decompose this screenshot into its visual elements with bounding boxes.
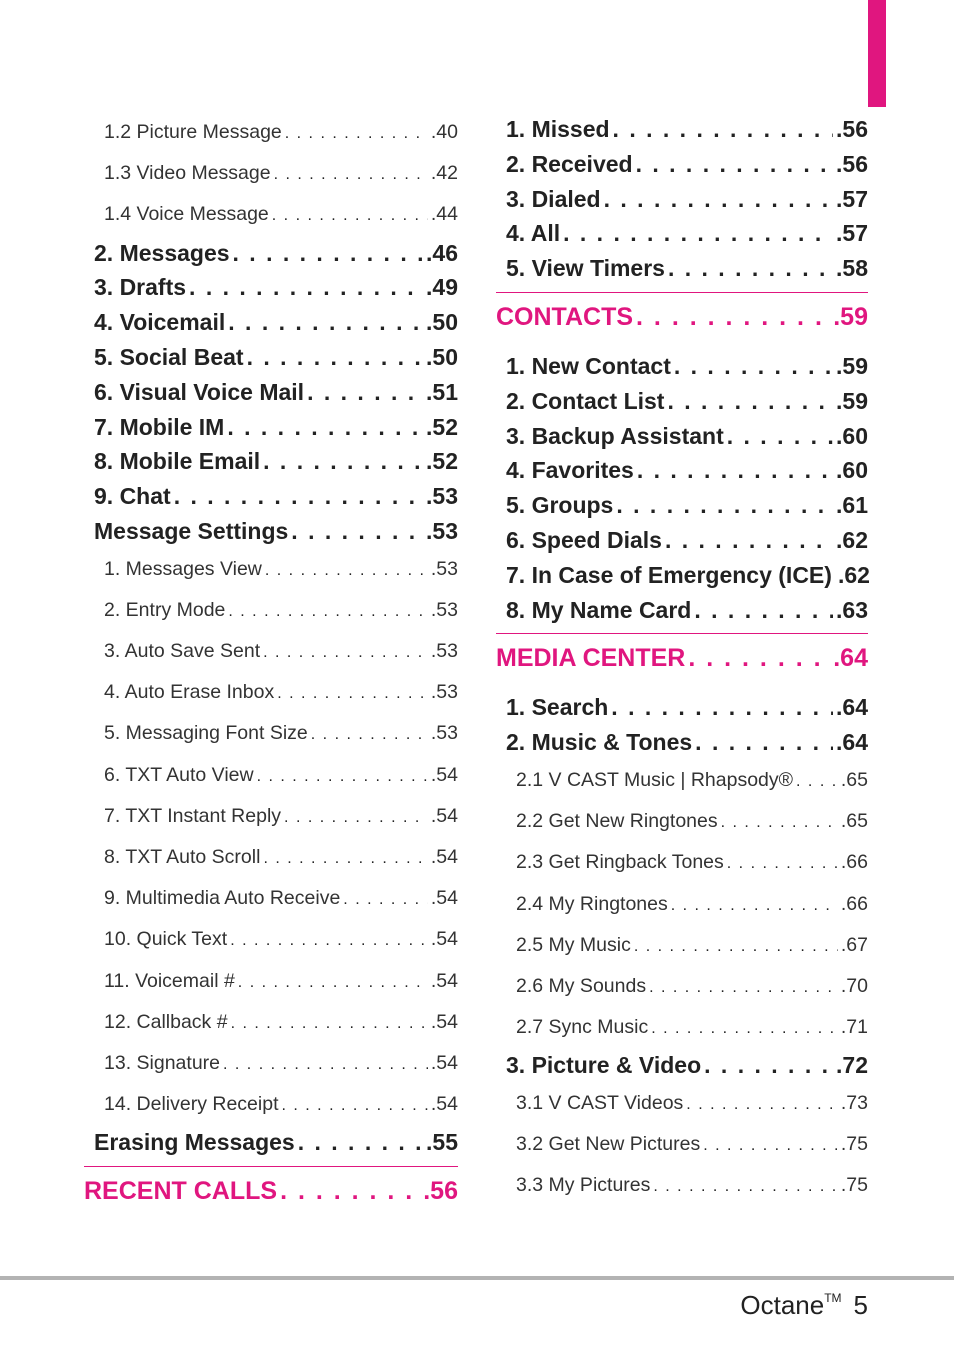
dot-leader xyxy=(227,410,423,445)
toc-section-contacts xyxy=(496,292,868,349)
toc-entry-3-auto-save-sent xyxy=(84,631,458,672)
toc-page-number: .57 xyxy=(836,185,868,212)
toc-entry-1-4-voice-message xyxy=(84,194,458,235)
toc-entry-label: 2.1 V CAST Music | Rhapsody® xyxy=(516,768,794,791)
toc-page-number: .59 xyxy=(833,302,868,331)
toc-page-number: .53 xyxy=(430,640,458,663)
toc-page-number: .49 xyxy=(426,274,458,301)
toc-entry-label: 1.3 Video Message xyxy=(104,162,271,185)
dot-leader xyxy=(688,636,830,680)
toc-page-number: .59 xyxy=(836,352,868,379)
toc-entry-label: 2. Contact List xyxy=(506,387,665,414)
toc-entry-label: 3. Backup Assistant xyxy=(506,422,724,449)
toc-entry-2-1-v-cast-music-rhapsody xyxy=(496,760,868,801)
dot-leader xyxy=(231,1003,428,1044)
toc-entry-label: Message Settings xyxy=(94,517,289,544)
toc-entry-1-new-contact xyxy=(496,349,868,384)
toc-entry-label: 4. Favorites xyxy=(506,457,634,484)
toc-entry-label: 7. Mobile IM xyxy=(94,413,225,440)
toc-entry-label: 5. Social Beat xyxy=(94,343,244,370)
toc-page-number: .54 xyxy=(430,846,458,869)
toc-entry-label: 2.4 My Ringtones xyxy=(516,892,668,915)
dot-leader xyxy=(189,270,423,305)
dot-leader xyxy=(228,305,423,340)
toc-page-number: .72 xyxy=(836,1052,868,1079)
toc-entry-1-search xyxy=(496,690,868,725)
toc-entry-label: 3. Dialed xyxy=(506,185,601,212)
toc-entry-3-drafts xyxy=(84,270,458,305)
toc-page-number: .64 xyxy=(833,644,868,673)
dot-leader xyxy=(272,195,428,236)
toc-left-column xyxy=(84,112,458,1223)
toc-entry-label: 9. Chat xyxy=(94,483,171,510)
toc-page-number: .54 xyxy=(430,887,458,910)
toc-page-number: .56 xyxy=(836,150,868,177)
dot-leader xyxy=(233,236,423,271)
dot-leader xyxy=(653,1166,838,1207)
toc-page-number: .64 xyxy=(836,729,868,756)
dot-leader xyxy=(649,967,838,1008)
toc-page-number: .62 xyxy=(837,561,870,588)
dot-leader xyxy=(311,714,428,755)
toc-entry-1-messages-view xyxy=(84,549,458,590)
toc-entry-1-missed xyxy=(496,112,868,147)
dot-leader xyxy=(285,113,428,154)
dot-leader xyxy=(671,885,838,926)
toc-entry-label: CONTACTS xyxy=(496,302,634,331)
toc-entry-5-groups xyxy=(496,488,868,523)
dot-leader xyxy=(298,1125,423,1160)
toc-page-number: .64 xyxy=(836,694,868,721)
dot-leader xyxy=(238,962,428,1003)
dot-leader xyxy=(282,1085,428,1126)
toc-entry-7-mobile-im xyxy=(84,410,458,445)
toc-page-number: .40 xyxy=(430,121,458,143)
toc-section-recent-calls xyxy=(84,1166,458,1223)
toc-page-number: .53 xyxy=(430,557,458,580)
toc-page-number: .54 xyxy=(430,1010,458,1033)
toc-entry-label: 7. In Case of Emergency (ICE) xyxy=(506,561,832,588)
toc-entry-label: 2.5 My Music xyxy=(516,933,631,956)
toc-entry-label: 6. TXT Auto View xyxy=(104,763,254,786)
dot-leader xyxy=(274,154,428,195)
toc-page-number: .62 xyxy=(836,526,868,553)
toc-page-number: .52 xyxy=(426,448,458,475)
toc-page-number: .53 xyxy=(430,598,458,621)
toc-entry-13-signature xyxy=(84,1043,458,1084)
toc-page-number: .42 xyxy=(430,162,458,185)
toc-page-number: .63 xyxy=(836,596,868,623)
dot-leader xyxy=(247,340,423,375)
toc-entry-9-multimedia-auto-receive xyxy=(84,878,458,919)
toc-entry-2-7-sync-music xyxy=(496,1007,868,1048)
toc-page-number: .54 xyxy=(430,969,458,992)
toc-entry-label: 1. Search xyxy=(506,694,609,721)
toc-entry-6-speed-dials xyxy=(496,523,868,558)
toc-entry-label: 1. New Contact xyxy=(506,352,671,379)
toc-entry-label: 3. Auto Save Sent xyxy=(104,640,261,663)
dot-leader xyxy=(263,444,423,479)
toc-entry-2-contact-list xyxy=(496,384,868,419)
dot-leader xyxy=(174,479,423,514)
dot-leader xyxy=(665,523,833,558)
dot-leader xyxy=(257,756,428,797)
dot-leader xyxy=(674,349,833,384)
dot-leader xyxy=(694,593,833,628)
dot-leader xyxy=(636,295,830,339)
dot-leader xyxy=(230,920,428,961)
toc-entry-5-social-beat xyxy=(84,340,458,375)
trademark-mark: TM xyxy=(824,1291,842,1305)
toc-page-number: .66 xyxy=(840,851,868,874)
toc-entry-5-view-timers xyxy=(496,251,868,286)
toc-entry-label: 2.2 Get New Ringtones xyxy=(516,810,718,833)
toc-entry-5-messaging-font-size xyxy=(84,713,458,754)
toc-entry-label: 5. Groups xyxy=(506,492,614,519)
toc-page-number: .60 xyxy=(836,422,868,449)
toc-entry-8-my-name-card xyxy=(496,593,868,628)
page-number: 5 xyxy=(853,1290,868,1320)
toc-page-number: .75 xyxy=(840,1174,868,1197)
toc-right-column xyxy=(496,112,868,1207)
toc-page-number: .53 xyxy=(430,681,458,704)
toc-page-number: .50 xyxy=(426,309,458,336)
toc-entry-label: 2. Entry Mode xyxy=(104,598,226,621)
toc-entry-label: 9. Multimedia Auto Receive xyxy=(104,887,341,910)
toc-page-number: .53 xyxy=(426,483,458,510)
toc-entry-label: 14. Delivery Receipt xyxy=(104,1093,279,1116)
toc-page-number: .56 xyxy=(423,1177,458,1206)
dot-leader xyxy=(616,488,833,523)
toc-page-number: .73 xyxy=(840,1092,868,1115)
dot-leader xyxy=(636,147,833,182)
toc-page-number: .75 xyxy=(840,1133,868,1156)
toc-entry-1-3-video-message xyxy=(84,153,458,194)
toc-page-number: .46 xyxy=(426,239,458,266)
product-name: Octane xyxy=(740,1290,825,1320)
toc-entry-4-voicemail xyxy=(84,305,458,340)
toc-entry-11-voicemail xyxy=(84,961,458,1002)
dot-leader xyxy=(611,690,833,725)
toc-page-number: .60 xyxy=(836,457,868,484)
footer-divider xyxy=(0,1276,954,1280)
dot-leader xyxy=(727,843,838,884)
toc-page-number: .66 xyxy=(840,892,868,915)
dot-leader xyxy=(223,1044,428,1085)
dot-leader xyxy=(651,1008,838,1049)
section-tab-marker xyxy=(868,0,886,107)
toc-page-number: .56 xyxy=(836,116,868,142)
toc-entry-4-favorites xyxy=(496,453,868,488)
dot-leader xyxy=(563,216,833,251)
toc-entry-label: MEDIA CENTER xyxy=(496,644,686,673)
toc-entry-3-backup-assistant xyxy=(496,419,868,454)
toc-entry-label: 8. Mobile Email xyxy=(94,448,261,475)
toc-entry-label: 3.3 My Pictures xyxy=(516,1174,651,1197)
toc-entry-label: 10. Quick Text xyxy=(104,928,228,951)
toc-entry-label: 5. Messaging Font Size xyxy=(104,722,308,745)
toc-page-number: .59 xyxy=(836,387,868,414)
toc-entry-label: 6. Speed Dials xyxy=(506,526,662,553)
toc-page-number: .55 xyxy=(426,1129,458,1156)
dot-leader xyxy=(703,1125,838,1166)
toc-entry-label: 4. Voicemail xyxy=(94,309,226,336)
toc-entry-14-delivery-receipt xyxy=(84,1084,458,1125)
toc-page-number: .70 xyxy=(840,974,868,997)
toc-page-number: .54 xyxy=(430,1051,458,1074)
toc-entry-label: 2. Music & Tones xyxy=(506,729,693,756)
toc-page-number: .67 xyxy=(840,933,868,956)
toc-page-number: .54 xyxy=(430,763,458,786)
toc-entry-label: 2.6 My Sounds xyxy=(516,974,647,997)
toc-page-number: .61 xyxy=(836,492,868,519)
dot-leader xyxy=(796,761,838,802)
toc-entry-label: 2. Received xyxy=(506,150,633,177)
toc-entry-8-txt-auto-scroll xyxy=(84,837,458,878)
toc-entry-label: 8. My Name Card xyxy=(506,596,692,623)
toc-entry-label: 3.1 V CAST Videos xyxy=(516,1092,684,1115)
toc-entry-12-callback xyxy=(84,1002,458,1043)
toc-page-number: .51 xyxy=(426,378,458,405)
toc-entry-label: 7. TXT Instant Reply xyxy=(104,804,282,827)
toc-entry-label: 2.7 Sync Music xyxy=(516,1016,649,1039)
dot-leader xyxy=(667,384,833,419)
toc-entry-7-txt-instant-reply xyxy=(84,796,458,837)
toc-entry-3-3-my-pictures xyxy=(496,1165,868,1206)
toc-entry-label: 6. Visual Voice Mail xyxy=(94,378,305,405)
toc-entry-label: 12. Callback # xyxy=(104,1010,228,1033)
toc-entry-2-entry-mode xyxy=(84,590,458,631)
dot-leader xyxy=(686,1084,838,1125)
toc-entry-2-2-get-new-ringtones xyxy=(496,801,868,842)
dot-leader xyxy=(604,182,833,217)
toc-entry-8-mobile-email xyxy=(84,444,458,479)
toc-entry-2-received xyxy=(496,147,868,182)
toc-entry-2-6-my-sounds xyxy=(496,966,868,1007)
dot-leader xyxy=(284,797,428,838)
toc-entry-3-picture-video xyxy=(496,1048,868,1083)
dot-leader xyxy=(343,879,428,920)
toc-page-number: .54 xyxy=(430,1093,458,1116)
dot-leader xyxy=(291,514,423,549)
toc-entry-4-auto-erase-inbox xyxy=(84,672,458,713)
toc-entry-1-2-picture-message xyxy=(84,112,458,153)
toc-entry-3-dialed xyxy=(496,182,868,217)
toc-section-media-center xyxy=(496,633,868,690)
toc-entry-label: 3.2 Get New Pictures xyxy=(516,1133,701,1156)
toc-entry-label: 5. View Timers xyxy=(506,255,665,282)
toc-entry-label: 8. TXT Auto Scroll xyxy=(104,846,261,869)
dot-leader xyxy=(727,419,833,454)
dot-leader xyxy=(637,453,833,488)
toc-entry-9-chat xyxy=(84,479,458,514)
toc-entry-4-all xyxy=(496,216,868,251)
toc-entry-label: 1. Missed xyxy=(506,116,610,142)
dot-leader xyxy=(228,591,428,632)
toc-entry-6-visual-voice-mail xyxy=(84,375,458,410)
dot-leader xyxy=(265,550,428,591)
toc-page-number: .65 xyxy=(840,810,868,833)
toc-entry-3-2-get-new-pictures xyxy=(496,1124,868,1165)
toc-entry-label: RECENT CALLS xyxy=(84,1177,278,1206)
toc-entry-10-quick-text xyxy=(84,919,458,960)
toc-entry-3-1-v-cast-videos xyxy=(496,1083,868,1124)
toc-page-number: .53 xyxy=(426,517,458,544)
toc-entry-2-4-my-ringtones xyxy=(496,884,868,925)
toc-entry-2-3-get-ringback-tones xyxy=(496,842,868,883)
toc-entry-2-5-my-music xyxy=(496,925,868,966)
dot-leader xyxy=(721,802,838,843)
dot-leader xyxy=(307,375,423,410)
page-footer xyxy=(740,1290,868,1321)
toc-page-number: .57 xyxy=(836,220,868,247)
toc-entry-label: 2.3 Get Ringback Tones xyxy=(516,851,724,874)
toc-entry-6-txt-auto-view xyxy=(84,755,458,796)
toc-entry-label: 11. Voicemail # xyxy=(104,969,235,992)
dot-leader xyxy=(263,632,428,673)
dot-leader xyxy=(695,725,833,760)
toc-entry-erasing-messages xyxy=(84,1125,458,1160)
toc-page-number: .71 xyxy=(840,1016,868,1039)
toc-entry-label: 2. Messages xyxy=(94,239,230,266)
toc-entry-2-messages xyxy=(84,236,458,271)
toc-page-number: .53 xyxy=(430,722,458,745)
dot-leader xyxy=(634,926,838,967)
toc-entry-label: 3. Picture & Video xyxy=(506,1052,702,1079)
toc-entry-label: 4. All xyxy=(506,220,561,247)
toc-page-number: .54 xyxy=(430,928,458,951)
toc-entry-label: 1.4 Voice Message xyxy=(104,203,269,226)
dot-leader xyxy=(613,112,833,147)
dot-leader xyxy=(280,1169,420,1213)
toc-page-number: .44 xyxy=(430,203,458,226)
toc-entry-message-settings xyxy=(84,514,458,549)
toc-entry-label: 1. Messages View xyxy=(104,557,262,580)
toc-entry-label: 3. Drafts xyxy=(94,274,187,301)
toc-page-number: .58 xyxy=(836,255,868,282)
toc-entry-label: 4. Auto Erase Inbox xyxy=(104,681,275,704)
dot-leader xyxy=(668,251,833,286)
toc-entry-label: Erasing Messages xyxy=(94,1129,295,1156)
dot-leader xyxy=(263,838,427,879)
toc-page-number: .65 xyxy=(840,768,868,791)
toc-entry-label: 13. Signature xyxy=(104,1051,221,1074)
dot-leader xyxy=(277,673,428,714)
toc-entry-label: 1.2 Picture Message xyxy=(104,121,282,143)
toc-page-number: .52 xyxy=(426,413,458,440)
toc-entry-7-in-case-of-emergency-ice xyxy=(496,558,868,593)
toc-page-number: .54 xyxy=(430,804,458,827)
toc-entry-2-music-tones xyxy=(496,725,868,760)
dot-leader xyxy=(704,1048,833,1083)
toc-page-number: .50 xyxy=(426,343,458,370)
